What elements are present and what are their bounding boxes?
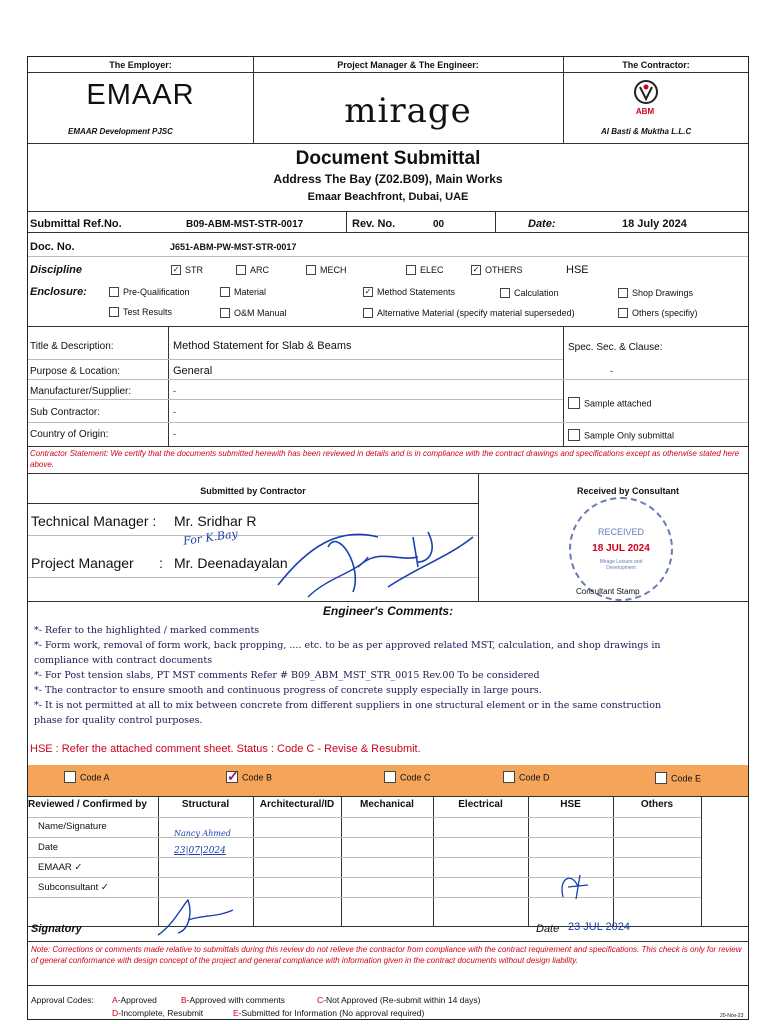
enclosure-alternative[interactable]: Alternative Material (specify material superseded) [363,308,575,319]
consultant-stamp [569,497,673,601]
enclosure-prequal[interactable]: Pre-Qualification [109,287,190,298]
signatory-signature [148,895,248,940]
spec-label: Spec. Sec. & Clause: [568,342,663,353]
enclosure-material[interactable]: Material [220,287,266,298]
stamp-date: 18 JUL 2024 [592,543,650,554]
submittal-ref-value: B09-ABM-MST-STR-0017 [186,219,304,230]
sample-attached[interactable]: Sample attached [568,398,652,410]
approval-d: D-Incomplete, Resubmit [112,1008,204,1018]
pm-name: Mr. Deenadayalan [174,555,288,571]
pm-role-label: Project Manager [31,555,134,571]
code-d-checkbox[interactable] [503,771,515,783]
subcontractor-value: - [173,407,176,417]
discipline-others-checkbox[interactable]: ✓ [472,264,480,274]
enclosure-method[interactable]: ✓ Method Statements [364,286,456,297]
approval-label: Approval Codes: [31,995,94,1005]
comment-item: *- Refer to the highlighted / marked comments [34,625,260,636]
discipline-arc[interactable]: ARC [236,265,269,276]
signatory-date-label: Date [536,923,560,935]
discipline-str[interactable]: ✓ STR [172,264,203,275]
country-label: Country of Origin: [30,429,109,440]
for-note: For K.Bay [182,527,239,548]
enclosure-test-checkbox[interactable] [109,307,119,317]
code-d[interactable]: Code D [503,772,550,784]
hse-comment: HSE : Refer the attached comment sheet. Status : Code C - Revise & Resubmit. [30,743,421,755]
approval-b: B-Approved with comments [181,995,285,1005]
sample-only[interactable]: Sample Only submittal [568,430,674,442]
enclosure-shop[interactable]: Shop Drawings [618,288,693,299]
review-header-1: Structural [181,799,230,810]
code-b[interactable]: ✓ Code B [227,768,273,784]
date-value: 18 July 2024 [622,218,687,230]
enclosure-method-checkbox[interactable]: ✓ [364,286,372,296]
enclosure-om[interactable]: O&M Manual [220,308,287,319]
code-a[interactable]: Code A [64,772,110,784]
enclosure-others[interactable]: Others (specifiy) [618,308,698,319]
approval-c: C-Not Approved (Re-submit within 14 days) [317,995,481,1005]
discipline-elec[interactable]: ELEC [406,265,444,276]
document-title: Document Submittal [295,148,481,169]
received-by-heading: Received by Consultant [576,486,680,496]
approval-e: E-Submitted for Information (No approval required) [233,1008,425,1018]
comments-list [34,623,746,728]
signatory-label: Signatory [31,923,82,935]
country-value: - [173,429,176,439]
enclosure-calculation-checkbox[interactable] [500,288,510,298]
review-row-date: Date [38,842,59,853]
enclosure-om-checkbox[interactable] [220,308,230,318]
tm-name: Mr. Sridhar R [174,513,257,529]
code-e[interactable]: Code E [655,773,701,785]
discipline-mech[interactable]: MECH [306,265,347,276]
enclosure-label: Enclosure: [30,286,87,298]
submittal-ref-label: Submittal Ref.No. [30,218,122,230]
subcontractor-label: Sub Contractor: [30,407,101,418]
manufacturer-label: Manufacturer/Supplier: [30,386,132,397]
comment-item: *- For Post tension slabs, PT MST comments Refer # B09_ABM_MST_STR_0015 Rev.00 To be considered [34,670,540,681]
enclosure-others-checkbox[interactable] [618,308,628,318]
structural-date: 23|07|2024 [174,846,226,856]
code-a-checkbox[interactable] [64,771,76,783]
spec-value: - [610,366,613,376]
discipline-arc-checkbox[interactable] [236,265,246,275]
code-c-checkbox[interactable] [384,771,396,783]
contractor-label: The Contractor: [622,60,690,70]
note-text: Note: Corrections or comments made relative to submittals during this review do not relieve the contractor from compliance with the contract requirement and specifications. This check is only for review of general conformance with design concept of the project and general compliance with information given in the contract documents without design liability. [31,945,742,965]
code-e-checkbox[interactable] [655,772,667,784]
review-header-3: Mechanical [360,799,414,810]
review-header-0: Reviewed / Confirmed by [28,799,147,810]
stamp-label: Consultant Stamp [576,587,640,596]
review-header-2: Architectural/ID [259,799,335,810]
contractor-signatures [268,507,478,607]
doc-no-label: Doc. No. [30,241,75,253]
mirage-logo: mirage [344,91,472,131]
rev-label: Rev. No. [352,218,396,230]
code-c[interactable]: Code C [384,772,431,784]
review-row-subconsultant: Subconsultant ✓ [38,882,109,893]
discipline-label: Discipline [30,264,82,276]
manufacturer-value: - [173,386,176,396]
stamp-received: RECEIVED [597,527,644,537]
date-label: Date: [528,218,556,230]
comment-item: *- It is not permitted at all to mix between concrete from different suppliers in one structural element or in the same construction [34,700,662,711]
enclosure-shop-checkbox[interactable] [618,288,628,298]
purpose-label: Purpose & Location: [30,366,121,377]
title-desc-label: Title & Description: [30,341,114,352]
comment-item: *- Form work, removal of form work, back propping, .... etc. to be as per approved related MST, calculation, and shop drawings in [34,640,661,651]
project-location: Emaar Beachfront, Dubai, UAE [307,191,469,203]
discipline-str-checkbox[interactable]: ✓ [172,264,180,274]
title-desc-value: Method Statement for Slab & Beams [173,340,352,352]
comment-item: phase for quality control purposes. [34,715,203,726]
stamp-subtext: Mirage Leisure and Development [599,559,643,571]
rev-value: 00 [433,219,445,230]
hse-signature [548,867,598,902]
doc-no-value: J651-ABM-PW-MST-STR-0017 [170,242,297,252]
abm-logo: ABM [635,107,655,116]
comment-item: *- The contractor to ensure smooth and continuous progress of concrete supply especially in large pours. [34,685,542,696]
comment-item: compliance with contract documents [34,655,213,666]
review-row-emaar: EMAAR ✓ [38,862,83,873]
discipline-others[interactable]: ✓ OTHERS [472,264,523,275]
tm-label: Technical Manager : [31,513,157,529]
discipline-mech-checkbox[interactable] [306,265,316,275]
signatory-date-value: 23 JUL 2024 [568,921,630,933]
sample-attached-checkbox[interactable] [568,397,580,409]
approval-a: A-Approved [112,995,157,1005]
project-address: Address The Bay (Z02.B09), Main Works [273,172,503,186]
enclosure-material-checkbox[interactable] [220,287,230,297]
discipline-others-value: HSE [566,264,589,276]
emaar-subtitle: EMAAR Development PJSC [68,127,173,136]
enclosure-calculation[interactable]: Calculation [500,288,559,299]
sample-only-checkbox[interactable] [568,429,580,441]
structural-signature: Nancy Ahmed [174,829,231,838]
review-header-6: Others [640,799,674,810]
enclosure-prequal-checkbox[interactable] [109,287,119,297]
discipline-elec-checkbox[interactable] [406,265,416,275]
comments-heading: Engineer's Comments: [322,604,454,618]
abm-emblem-icon [632,79,660,105]
submitted-by-heading: Submitted by Contractor [200,486,306,496]
contractor-statement: Contractor Statement: We certify that the documents submitted herewith has been reviewed in details and is in compliance with the contract drawings and specifications except as otherwise stated here above. [30,449,740,469]
code-b-checkbox[interactable]: ✓ [227,768,239,784]
enclosure-alternative-checkbox[interactable] [363,308,373,318]
pm-separator: : [159,555,163,571]
review-header-4: Electrical [458,799,503,810]
review-row-name: Name/Signature [38,821,107,832]
enclosure-test[interactable]: Test Results [109,307,172,318]
purpose-value: General [173,365,213,377]
footer-code: 20-Nov-23 [720,1013,744,1019]
emaar-logo: EMAAR [86,79,195,111]
employer-label: The Employer: [109,60,172,70]
abm-subtitle: Al Basti & Muktha L.L.C [601,127,692,136]
submittal-form [27,56,749,1020]
review-header-5: HSE [560,799,581,810]
pm-label: Project Manager & The Engineer: [337,60,479,70]
